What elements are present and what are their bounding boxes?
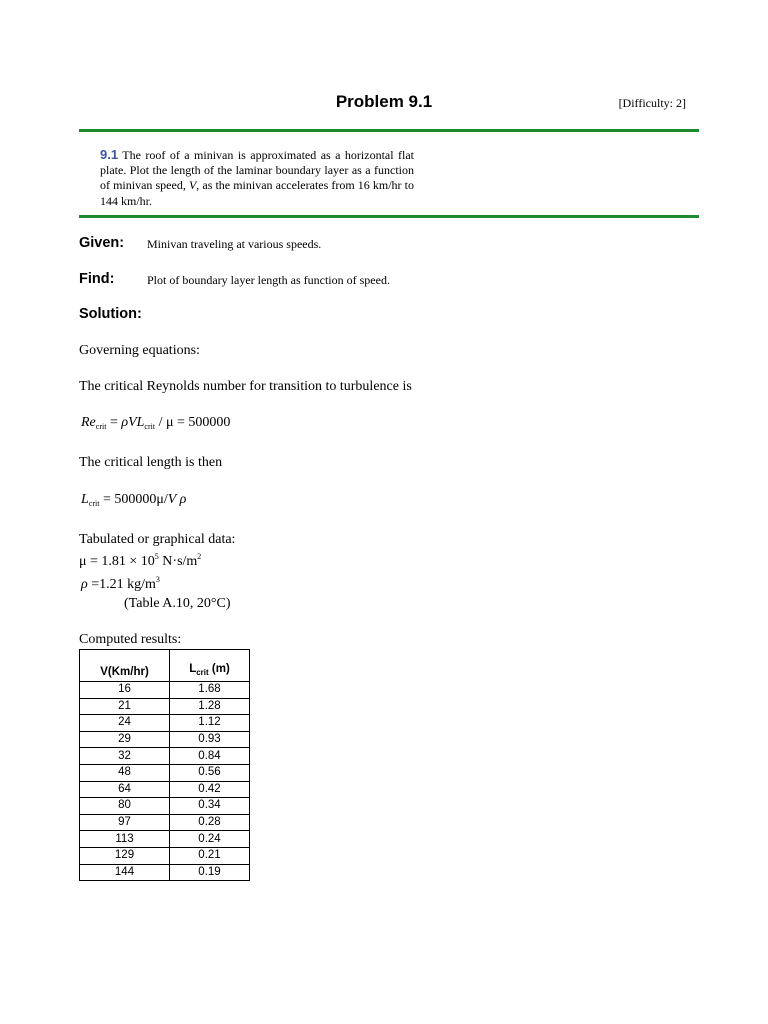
given-label: Given: <box>79 235 125 251</box>
eq1-re: Re <box>81 415 96 430</box>
col-length-header <box>170 650 250 682</box>
table-reference: (Table A.10, 20°C) <box>124 596 231 611</box>
eq2-v: V <box>167 492 177 507</box>
speed-cell: 32 <box>80 748 170 765</box>
speed-cell: 16 <box>80 682 170 699</box>
rho-symbol: ρ <box>81 577 88 592</box>
eq2-l: L <box>81 492 89 507</box>
mu-unit-exponent: 2 <box>197 552 202 561</box>
find-label: Find: <box>79 271 115 287</box>
eq2-rho: ρ <box>176 492 187 507</box>
speed-cell: 80 <box>80 798 170 815</box>
solution-label: Solution: <box>79 306 142 322</box>
speed-cell: 24 <box>80 715 170 732</box>
governing-equations-heading: Governing equations: <box>79 343 200 358</box>
table-row <box>80 781 250 798</box>
length-cell: 0.42 <box>170 781 250 798</box>
table-row <box>80 831 250 848</box>
length-cell: 1.68 <box>170 682 250 699</box>
critical-length-equation <box>81 492 186 508</box>
mu-unit: N·s/m <box>158 554 198 569</box>
eq2-crit: crit <box>88 499 100 508</box>
rho-text: =1.21 kg/m <box>87 577 156 592</box>
col-speed-header: V(Km/hr) <box>80 650 170 682</box>
reynolds-equation <box>81 415 230 431</box>
page-title: Problem 9.1 <box>335 92 433 111</box>
length-cell: 0.28 <box>170 814 250 831</box>
length-cell: 0.24 <box>170 831 250 848</box>
table-header-row <box>80 650 250 682</box>
col-length-main: L <box>189 663 197 675</box>
difficulty-label: [Difficulty: 2] <box>618 96 686 110</box>
speed-cell: 21 <box>80 698 170 715</box>
density-value <box>81 575 160 593</box>
eq1-crit: crit <box>95 422 107 431</box>
mu-exponent: 5 <box>154 552 159 561</box>
problem-statement <box>100 147 414 209</box>
eq1-crit-2: crit <box>144 422 156 431</box>
table-row <box>80 715 250 732</box>
speed-cell: 64 <box>80 781 170 798</box>
eq1-rho: ρ <box>121 415 129 430</box>
length-cell: 0.93 <box>170 731 250 748</box>
speed-cell: 29 <box>80 731 170 748</box>
speed-cell: 97 <box>80 814 170 831</box>
table-row <box>80 748 250 765</box>
speed-symbol: V <box>188 178 197 193</box>
speed-cell: 48 <box>80 764 170 781</box>
table-row <box>80 814 250 831</box>
table-row <box>80 731 250 748</box>
viscosity-value <box>79 552 201 570</box>
table-row <box>80 847 250 864</box>
table-body <box>80 682 250 881</box>
given-text: Minivan traveling at various speeds. <box>147 237 322 251</box>
length-cell: 1.28 <box>170 698 250 715</box>
table-row <box>80 698 250 715</box>
speed-cell: 113 <box>80 831 170 848</box>
length-intro: The critical length is then <box>79 455 223 470</box>
rho-exponent: 3 <box>155 575 160 584</box>
col-length-unit: (m) <box>208 663 230 675</box>
find-text: Plot of boundary layer length as function of speed. <box>147 273 390 287</box>
mu-text: μ = 1.81 × 10 <box>79 554 155 569</box>
speed-cell: 144 <box>80 864 170 881</box>
table-row <box>80 798 250 815</box>
eq1-equals: = <box>106 415 122 430</box>
table-row <box>80 864 250 881</box>
table-row <box>80 764 250 781</box>
top-divider <box>79 129 699 132</box>
statement-text-1: The roof of a minivan is approximated as a horizontal flat plate. Plot the length of the laminar boundary layer as a function of minivan speed, <box>100 148 414 193</box>
problem-number: 9.1 <box>100 147 119 162</box>
speed-cell: 129 <box>80 847 170 864</box>
results-table <box>79 649 250 881</box>
length-cell: 0.34 <box>170 798 250 815</box>
length-cell: 0.84 <box>170 748 250 765</box>
data-intro: Tabulated or graphical data: <box>79 532 236 547</box>
eq2-tail: = 500000μ/ <box>99 492 168 507</box>
reynolds-intro: The critical Reynolds number for transition to turbulence is <box>79 379 412 394</box>
bottom-divider <box>79 215 699 218</box>
length-cell: 0.19 <box>170 864 250 881</box>
eq1-vl: VL <box>128 415 145 430</box>
col-length-sub: crit <box>196 668 209 677</box>
table-row <box>80 682 250 699</box>
eq1-tail: / μ = 500000 <box>155 415 231 430</box>
statement-text-2: , as the minivan accelerates from 16 km/hr to 144 km/hr. <box>100 178 414 208</box>
length-cell: 0.56 <box>170 764 250 781</box>
length-cell: 0.21 <box>170 847 250 864</box>
length-cell: 1.12 <box>170 715 250 732</box>
results-intro: Computed results: <box>79 632 182 647</box>
